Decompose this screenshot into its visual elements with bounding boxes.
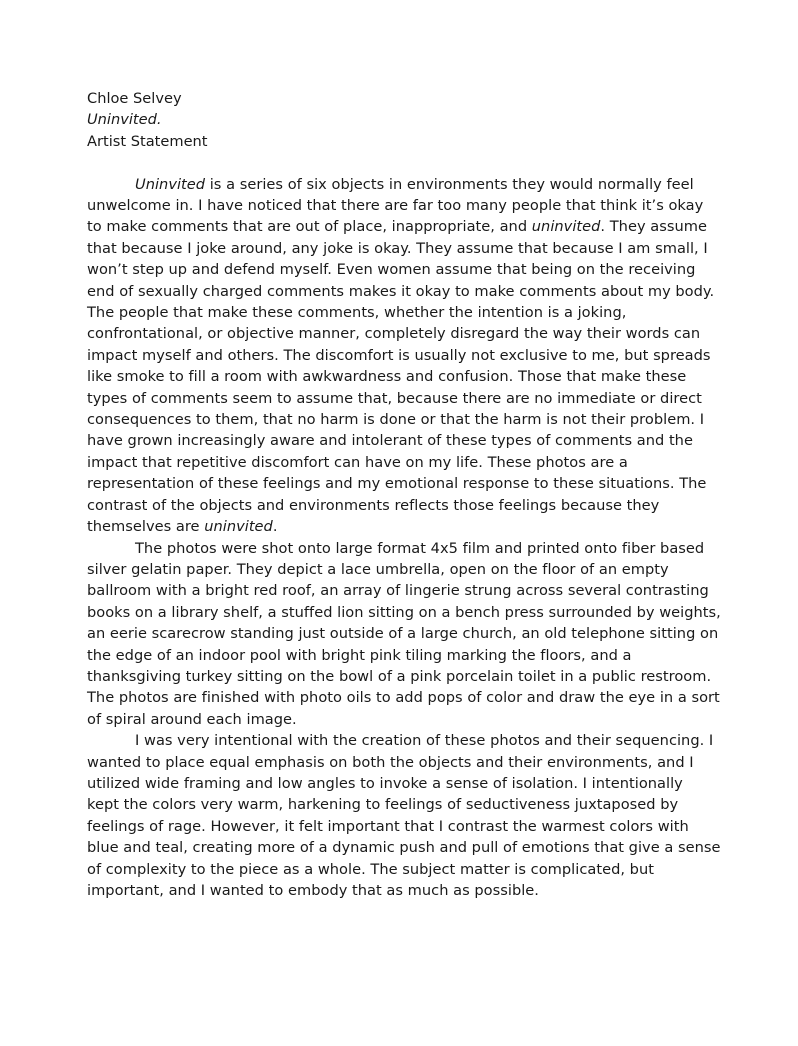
text-line bbox=[87, 174, 719, 195]
text-line bbox=[87, 388, 719, 409]
text-run: like smoke to fill a room with awkwardness and confusion. Those that make these bbox=[87, 368, 687, 386]
text-run: silver gelatin paper. They depict a lace umbrella, open on the floor of an empty bbox=[87, 560, 669, 578]
text-line bbox=[87, 409, 719, 430]
text-line bbox=[87, 709, 719, 730]
text-line bbox=[87, 366, 719, 387]
text-line bbox=[87, 281, 719, 302]
text-line bbox=[87, 880, 719, 901]
text-run: books on a library shelf, a stuffed lion sitting on a bench press surrounded by weights, bbox=[87, 603, 721, 621]
text-run: that because I joke around, any joke is okay. They assume that because I am small, I bbox=[87, 239, 708, 257]
text-line bbox=[87, 430, 719, 451]
document-subtitle: Artist Statement bbox=[87, 132, 208, 150]
work-title bbox=[87, 109, 719, 130]
text-line bbox=[87, 752, 719, 773]
text-run: unwelcome in. I have noticed that there are far too many people that think it’s okay bbox=[87, 197, 704, 215]
text-run: consequences to them, that no harm is done or that the harm is not their problem. I bbox=[87, 411, 705, 429]
italic-text: uninvited bbox=[204, 518, 273, 536]
text-run: of complexity to the piece as a whole. The subject matter is complicated, but bbox=[87, 860, 654, 878]
text-run: themselves are bbox=[87, 518, 205, 536]
paragraph-3 bbox=[87, 730, 719, 901]
text-run: representation of these feelings and my emotional response to these situations. The bbox=[87, 475, 707, 493]
text-line bbox=[87, 602, 719, 623]
text-line bbox=[87, 495, 719, 516]
text-run: an eerie scarecrow standing just outside of a large church, an old telephone sitting on bbox=[87, 625, 719, 643]
text-run: The people that make these comments, whether the intention is a joking, bbox=[87, 304, 627, 322]
text-run: of spiral around each image. bbox=[87, 710, 297, 728]
text-line bbox=[87, 645, 719, 666]
document-page bbox=[87, 88, 719, 901]
text-run: important, and I wanted to embody that as much as possible. bbox=[87, 882, 539, 900]
text-run: ballroom with a bright red roof, an array of lingerie strung across several contrasting bbox=[87, 582, 709, 600]
author-name: Chloe Selvey bbox=[87, 90, 182, 107]
text-line bbox=[87, 345, 719, 366]
text-line bbox=[87, 859, 719, 880]
text-line bbox=[87, 794, 719, 815]
italic-text: Uninvited bbox=[135, 175, 206, 193]
text-line bbox=[87, 195, 719, 216]
paragraph-2 bbox=[87, 538, 719, 731]
text-line bbox=[87, 837, 719, 858]
text-run: won’t step up and defend myself. Even women assume that being on the receiving bbox=[87, 261, 696, 279]
text-run: . They assume bbox=[600, 218, 707, 236]
italic-text: uninvited bbox=[531, 218, 601, 236]
text-line bbox=[87, 773, 719, 794]
text-line bbox=[87, 302, 719, 323]
text-run: kept the colors very warm, harkening to feelings of seductiveness juxtaposed by bbox=[87, 796, 679, 814]
text-run: have grown increasingly aware and intolerant of these types of comments and the bbox=[87, 432, 693, 450]
text-run: blue and teal, creating more of a dynamic push and pull of emotions that give a sense bbox=[87, 839, 721, 857]
text-run: wanted to place equal emphasis on both the objects and their environments, and I bbox=[87, 753, 694, 771]
text-line bbox=[87, 259, 719, 280]
text-run: types of comments seem to assume that, because there are no immediate or direct bbox=[87, 389, 702, 407]
text-line bbox=[87, 816, 719, 837]
text-run: utilized wide framing and low angles to invoke a sense of isolation. I intentionally bbox=[87, 774, 683, 792]
text-line bbox=[87, 238, 719, 259]
text-run: impact myself and others. The discomfort is usually not exclusive to me, but spreads bbox=[87, 346, 711, 364]
text-line bbox=[87, 730, 719, 751]
text-run: The photos are finished with photo oils to add pops of color and draw the eye in a sort bbox=[87, 689, 720, 707]
text-run: contrast of the objects and environments reflects those feelings because they bbox=[87, 496, 660, 514]
text-run: end of sexually charged comments makes it okay to make comments about my body. bbox=[87, 282, 715, 300]
text-line bbox=[87, 473, 719, 494]
text-run: impact that repetitive discomfort can have on my life. These photos are a bbox=[87, 453, 628, 471]
text-line bbox=[87, 687, 719, 708]
text-line bbox=[87, 323, 719, 344]
text-run: The photos were shot onto large format 4x5 film and printed onto fiber based bbox=[135, 539, 705, 557]
text-run: I was very intentional with the creation of these photos and their sequencing. I bbox=[135, 732, 714, 750]
text-line bbox=[87, 538, 719, 559]
text-run: . bbox=[272, 518, 278, 536]
text-run: to make comments that are out of place, inappropriate, and bbox=[87, 218, 532, 236]
text-line bbox=[87, 623, 719, 644]
text-line bbox=[87, 580, 719, 601]
work-title-text: Uninvited. bbox=[87, 111, 162, 129]
text-run: feelings of rage. However, it felt important that I contrast the warmest colors with bbox=[87, 817, 689, 835]
text-run: the edge of an indoor pool with bright pink tiling marking the floors, and a bbox=[87, 646, 632, 664]
text-line bbox=[87, 216, 719, 237]
text-run: is a series of six objects in environments they would normally feel bbox=[205, 175, 694, 193]
text-line bbox=[87, 452, 719, 473]
statement-body bbox=[87, 174, 719, 902]
text-run: confrontational, or objective manner, completely disregard the way their words can bbox=[87, 325, 701, 343]
header-spacer bbox=[87, 152, 719, 173]
text-line bbox=[87, 516, 719, 537]
text-run: thanksgiving turkey sitting on the bowl of a pink porcelain toilet in a public restroom. bbox=[87, 667, 712, 685]
text-line bbox=[87, 559, 719, 580]
text-line bbox=[87, 666, 719, 687]
paragraph-1 bbox=[87, 174, 719, 538]
